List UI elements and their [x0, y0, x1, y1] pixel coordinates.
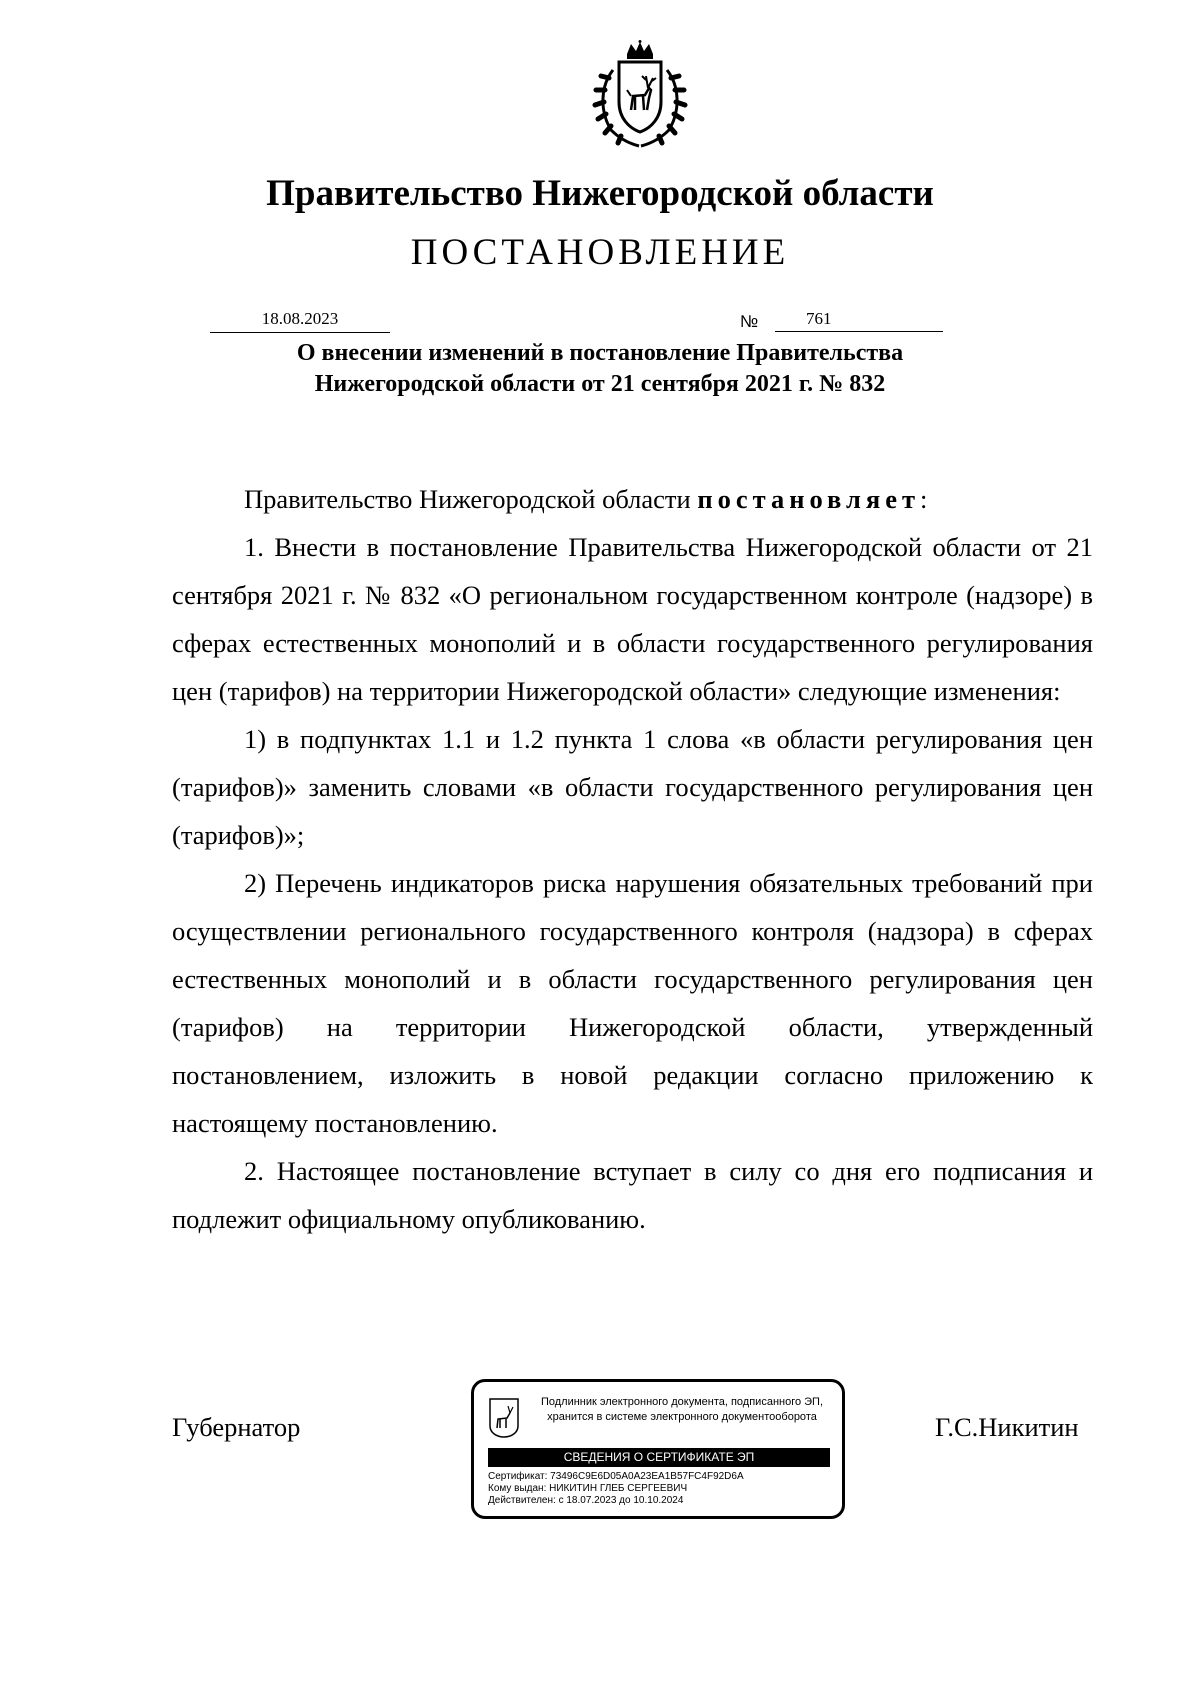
document-date: 18.08.2023: [210, 307, 390, 333]
coat-of-arms-icon: [583, 40, 697, 148]
stamp-caption-line: Подлинник электронного документа, подписанного ЭП,: [540, 1396, 824, 1408]
paragraph-1-item-2: 2) Перечень индикаторов риска нарушения обязательных требований при осуществлении регионального государственного контроля (надзора) в сферах естественных монополий и в области государственного регулирования цен (тарифов) на территории Нижегородской области, утвержденный постановлением, изложить в новой редакции согласно приложению к настоящему постановлению.: [172, 868, 1093, 1138]
subject-line: Нижегородской области от 21 сентября 2021 г. № 832: [314, 371, 886, 397]
signer-position: Губернатор: [172, 1412, 301, 1442]
stamp-caption: [527, 1395, 837, 1425]
signer-name: Г.С.Никитин: [935, 1412, 1079, 1442]
certificate-details: [488, 1471, 833, 1507]
certificate-validity: Действителен: с 18.07.2023 до 10.10.2024: [488, 1495, 684, 1506]
organization-title: Правительство Нижегородской области: [266, 173, 934, 214]
paragraph-1: 1. Внести в постановление Правительства Нижегородской области от 21 сентября 2021 г. № 832 «О региональном государственном контроле (надзоре) в сферах естественных монополий и в области государственного регулирования цен (тарифов) на территории Нижегородской области» следующие изменения:: [172, 532, 1093, 706]
certificate-owner: Кому выдан: НИКИТИН ГЛЕБ СЕРГЕЕВИЧ: [488, 1483, 688, 1494]
document-type: ПОСТАНОВЛЕНИЕ: [410, 232, 790, 273]
certificate-id: Сертификат: 73496C9E6D05A0A23EA1B57FC4F92D6A: [488, 1471, 744, 1482]
document-number: 761: [775, 307, 943, 332]
deer-icon: [489, 1398, 519, 1438]
electronic-signature-stamp: [471, 1379, 845, 1519]
preamble-verb: постановляет: [697, 484, 921, 514]
certificate-header: СВЕДЕНИЯ О СЕРТИФИКАТЕ ЭП: [488, 1448, 830, 1467]
document-body: [172, 475, 1093, 1243]
number-sign: №: [740, 312, 759, 331]
subject-line: О внесении изменений в постановление Правительства: [296, 340, 904, 366]
preamble-suffix: :: [920, 484, 928, 514]
document-subject: [150, 338, 1050, 400]
preamble: [172, 475, 1093, 523]
paragraph-1-item-1: 1) в подпунктах 1.1 и 1.2 пункта 1 слова «в области регулирования цен (тарифов)» заменить словами «в области государственного регулирования цен (тарифов)»;: [172, 724, 1093, 850]
preamble-prefix: Правительство Нижегородской области: [244, 484, 698, 514]
stamp-caption-line: хранится в системе электронного документооборота: [547, 1411, 817, 1423]
paragraph-2: 2. Настоящее постановление вступает в силу со дня его подписания и подлежит официальному опубликованию.: [172, 1156, 1093, 1234]
